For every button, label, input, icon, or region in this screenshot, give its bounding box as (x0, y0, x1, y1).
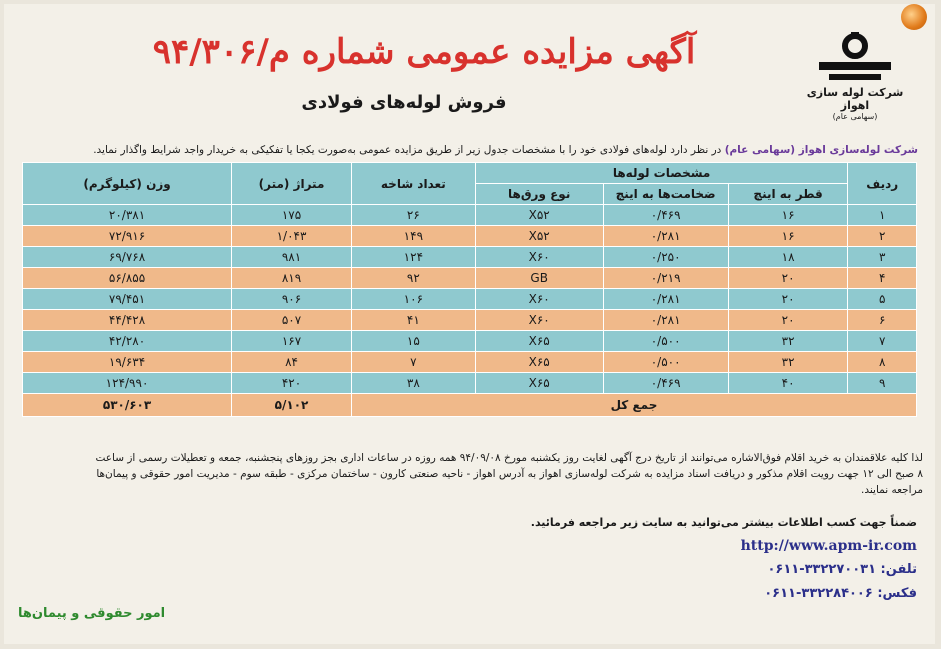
cell-branches: ۹۲ (351, 268, 475, 289)
cell-diameter: ۲۰ (728, 310, 848, 331)
conditions-line-3: مراجعه نمایند. (861, 484, 923, 496)
cell-weight: ۲۰/۳۸۱ (23, 205, 232, 226)
cell-weight: ۴۴/۴۲۸ (23, 310, 232, 331)
cell-no: ۶ (848, 310, 917, 331)
cell-thickness: ۰/۲۸۱ (603, 289, 728, 310)
table-row (23, 352, 917, 373)
cell-no: ۳ (848, 247, 917, 268)
cell-no: ۲ (848, 226, 917, 247)
cell-weight: ۵۶/۸۵۵ (23, 268, 232, 289)
table-row (23, 331, 917, 352)
cell-no: ۸ (848, 352, 917, 373)
cell-diameter: ۳۲ (728, 331, 848, 352)
company-logo (795, 32, 915, 122)
table-row (23, 205, 917, 226)
cell-sheet: X۶۵ (475, 373, 603, 394)
cell-sheet: X۶۰ (475, 289, 603, 310)
header-weight: وزن (کیلوگرم) (23, 163, 232, 205)
advertisement-page (4, 4, 935, 644)
fax-number: فکس: ۳۳۲۲۸۴۰۰۶-۰۶۱۱ (764, 586, 917, 601)
cell-sheet: X۵۲ (475, 226, 603, 247)
table-row (23, 247, 917, 268)
info-note: ضمناً جهت کسب اطلاعات بیشتر می‌توانید به سایت زیر مراجعه فرمائید. (530, 516, 917, 529)
cell-thickness: ۰/۴۶۹ (603, 205, 728, 226)
cell-thickness: ۰/۲۵۰ (603, 247, 728, 268)
cell-thickness: ۰/۲۱۹ (603, 268, 728, 289)
header (4, 4, 935, 144)
header-thickness: ضخامت‌ها به اینچ (603, 184, 728, 205)
cell-diameter: ۱۶ (728, 226, 848, 247)
website-link[interactable]: http://www.apm-ir.com (740, 538, 917, 554)
header-row-no: ردیف (848, 163, 917, 205)
cell-branches: ۱۰۶ (351, 289, 475, 310)
cell-diameter: ۱۶ (728, 205, 848, 226)
cell-thickness: ۰/۴۶۹ (603, 373, 728, 394)
cell-diameter: ۲۰ (728, 268, 848, 289)
intro-company: شرکت لوله‌سازی اهواز (سهامی عام) (724, 144, 918, 156)
table-row (23, 226, 917, 247)
cell-no: ۱ (848, 205, 917, 226)
cell-weight: ۷۹/۴۵۱ (23, 289, 232, 310)
intro-text (18, 143, 918, 157)
conditions-text (18, 450, 923, 498)
cell-weight: ۱۹/۶۳۴ (23, 352, 232, 373)
cell-diameter: ۳۲ (728, 352, 848, 373)
cell-branches: ۱۵ (351, 331, 475, 352)
table-row (23, 310, 917, 331)
total-label: جمع کل (351, 394, 916, 417)
cell-thickness: ۰/۵۰۰ (603, 352, 728, 373)
table-row (23, 289, 917, 310)
total-row (23, 394, 917, 417)
logo-subtitle: (سهامی عام) (832, 112, 878, 121)
cell-weight: ۴۲/۲۸۰ (23, 331, 232, 352)
cell-sheet: X۶۵ (475, 331, 603, 352)
pipes-table (22, 162, 917, 417)
logo-name: شرکت لوله سازی اهواز (806, 86, 904, 112)
cell-thickness: ۰/۲۸۱ (603, 310, 728, 331)
phone-number: تلفن: ۳۳۲۲۷۰۰۳۱-۰۶۱۱ (767, 562, 917, 577)
cell-sheet: GB (475, 268, 603, 289)
cell-meterage: ۸۱۹ (232, 268, 352, 289)
signature: امور حقوقی و پیمان‌ها (18, 606, 166, 621)
cell-sheet: X۶۰ (475, 310, 603, 331)
header-meterage: متراژ (متر) (232, 163, 352, 205)
total-weight: ۵۳۰/۶۰۳ (23, 394, 232, 417)
cell-diameter: ۴۰ (728, 373, 848, 394)
cell-sheet: X۵۲ (475, 205, 603, 226)
cell-meterage: ۴۲۰ (232, 373, 352, 394)
page-subtitle: فروش لوله‌های فولادی (301, 92, 507, 113)
cell-branches: ۱۲۴ (351, 247, 475, 268)
cell-diameter: ۲۰ (728, 289, 848, 310)
cell-no: ۷ (848, 331, 917, 352)
cell-no: ۹ (848, 373, 917, 394)
cell-branches: ۳۸ (351, 373, 475, 394)
cell-thickness: ۰/۵۰۰ (603, 331, 728, 352)
cell-meterage: ۱۶۷ (232, 331, 352, 352)
cell-branches: ۷ (351, 352, 475, 373)
cell-meterage: ۹۰۶ (232, 289, 352, 310)
header-diameter: قطر به اینچ (728, 184, 848, 205)
cell-weight: ۶۹/۷۶۸ (23, 247, 232, 268)
cell-meterage: ۱۷۵ (232, 205, 352, 226)
total-meterage: ۵/۱۰۲ (232, 394, 352, 417)
cell-sheet: X۶۰ (475, 247, 603, 268)
page-title: آگهی مزایده عمومی شماره م/۹۴/۳۰۶ (152, 32, 696, 72)
cell-meterage: ۱/۰۴۳ (232, 226, 352, 247)
cell-branches: ۲۶ (351, 205, 475, 226)
cell-thickness: ۰/۲۸۱ (603, 226, 728, 247)
cell-meterage: ۹۸۱ (232, 247, 352, 268)
cell-meterage: ۵۰۷ (232, 310, 352, 331)
conditions-line-2: ۸ صبح الی ۱۲ جهت رویت اقلام مذکور و دریافت اسناد مزایده به شرکت لوله‌سازی اهواز به آدرس اهواز - ناحیه صنعتی کارون - ساختمان مرکزی - طبقه سوم - مدیریت امور حقوقی و پیمان‌ها (96, 468, 923, 480)
table-row (23, 268, 917, 289)
cell-no: ۴ (848, 268, 917, 289)
header-sheet-type: نوع ورق‌ها (475, 184, 603, 205)
intro-body: در نظر دارد لوله‌های فولادی خود را با مشخصات جدول زیر از طریق مزایده عمومی به‌صورت یکجا یا تفکیکی به خریدار واجد شرایط واگذار نماید. (93, 144, 725, 156)
cell-diameter: ۱۸ (728, 247, 848, 268)
cell-sheet: X۶۵ (475, 352, 603, 373)
pipe-logo-icon (815, 32, 895, 84)
cell-meterage: ۸۴ (232, 352, 352, 373)
header-specs: مشخصات لوله‌ها (475, 163, 848, 184)
cell-weight: ۷۲/۹۱۶ (23, 226, 232, 247)
table-row (23, 373, 917, 394)
header-branches: تعداد شاخه (351, 163, 475, 205)
cell-weight: ۱۲۴/۹۹۰ (23, 373, 232, 394)
cell-no: ۵ (848, 289, 917, 310)
cell-branches: ۱۴۹ (351, 226, 475, 247)
conditions-line-1: لذا کلیه علاقمندان به خرید اقلام فوق‌الاشاره می‌توانند از تاریخ درج آگهی لغایت روز یکشنبه مورخ ۹۴/۰۹/۰۸ همه روزه در ساعات اداری بجز روزهای پنجشنبه، جمعه و تعطیلات رسمی از ساعت (95, 452, 923, 464)
cell-branches: ۴۱ (351, 310, 475, 331)
